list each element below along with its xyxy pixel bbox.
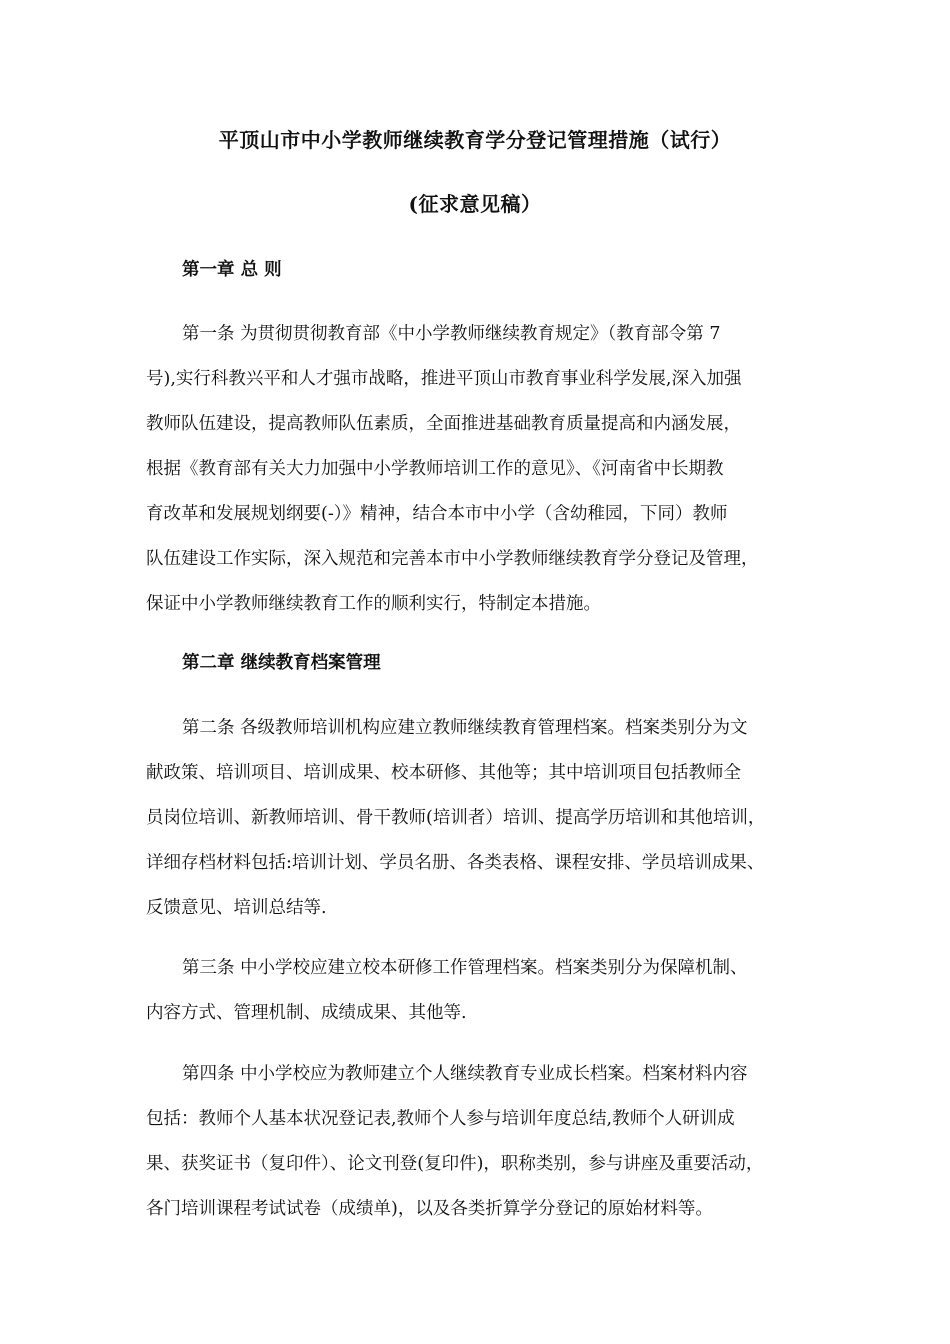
article-3-paragraph bbox=[146, 946, 826, 1036]
paragraph-line: 献政策、培训项目、培训成果、校本研修、其他等；其中培训项目包括教师全 bbox=[146, 763, 741, 783]
paragraph-line: 第二条 各级教师培训机构应建立教师继续教育管理档案。档案类别分为文 bbox=[182, 718, 748, 738]
paragraph-line: 果、获奖证书（复印件）、论文刊登(复印件)，职称类别，参与讲座及重要活动， bbox=[146, 1154, 764, 1174]
paragraph-line: 第一条 为贯彻贯彻教育部《中小学教师继续教育规定》（教育部令第 7 bbox=[182, 324, 721, 344]
document-subtitle: (征求意见稿） bbox=[408, 192, 542, 216]
paragraph-line: 保证中小学教师继续教育工作的顺利实行，特制定本措施。 bbox=[146, 594, 601, 614]
chapter-heading-2: 第二章 继续教育档案管理 bbox=[182, 653, 381, 673]
paragraph-line: 员岗位培训、新教师培训、骨干教师(培训者）培训、提高学历培训和其他培训， bbox=[146, 808, 766, 828]
paragraph-line: 包括：教师个人基本状况登记表,教师个人参与培训年度总结,教师个人研训成 bbox=[146, 1109, 735, 1129]
paragraph-line: 各门培训课程考试试卷（成绩单)，以及各类折算学分登记的原始材料等。 bbox=[146, 1199, 713, 1219]
paragraph-line: 号),实行科教兴平和人才强市战略，推进平顶山市教育事业科学发展,深入加强 bbox=[146, 369, 742, 389]
paragraph-line: 育改革和发展规划纲要(-）》精神，结合本市中小学（含幼稚园，下同）教师 bbox=[146, 504, 728, 524]
paragraph-line: 教师队伍建设，提高教师队伍素质，全面推进基础教育质量提高和内涵发展， bbox=[146, 414, 741, 434]
document-title: 平顶山市中小学教师继续教育学分登记管理措施（试行） bbox=[218, 128, 732, 152]
paragraph-line: 反馈意见、培训总结等. bbox=[146, 898, 327, 918]
article-4-paragraph bbox=[146, 1052, 826, 1232]
paragraph-line: 根据《教育部有关大力加强中小学教师培训工作的意见》、《河南省中长期教 bbox=[146, 459, 724, 479]
paragraph-line: 第四条 中小学校应为教师建立个人继续教育专业成长档案。档案材料内容 bbox=[182, 1064, 748, 1084]
paragraph-line: 详细存档材料包括:培训计划、学员名册、各类表格、课程安排、学员培训成果、 bbox=[146, 853, 765, 873]
paragraph-line: 队伍建设工作实际，深入规范和完善本市中小学教师继续教育学分登记及管理， bbox=[146, 549, 759, 569]
paragraph-line: 第三条 中小学校应建立校本研修工作管理档案。档案类别分为保障机制、 bbox=[182, 958, 748, 978]
chapter-heading-1: 第一章 总 则 bbox=[182, 260, 282, 280]
article-1-paragraph bbox=[146, 312, 826, 627]
article-2-paragraph bbox=[146, 706, 826, 931]
paragraph-line: 内容方式、管理机制、成绩成果、其他等. bbox=[146, 1003, 467, 1023]
